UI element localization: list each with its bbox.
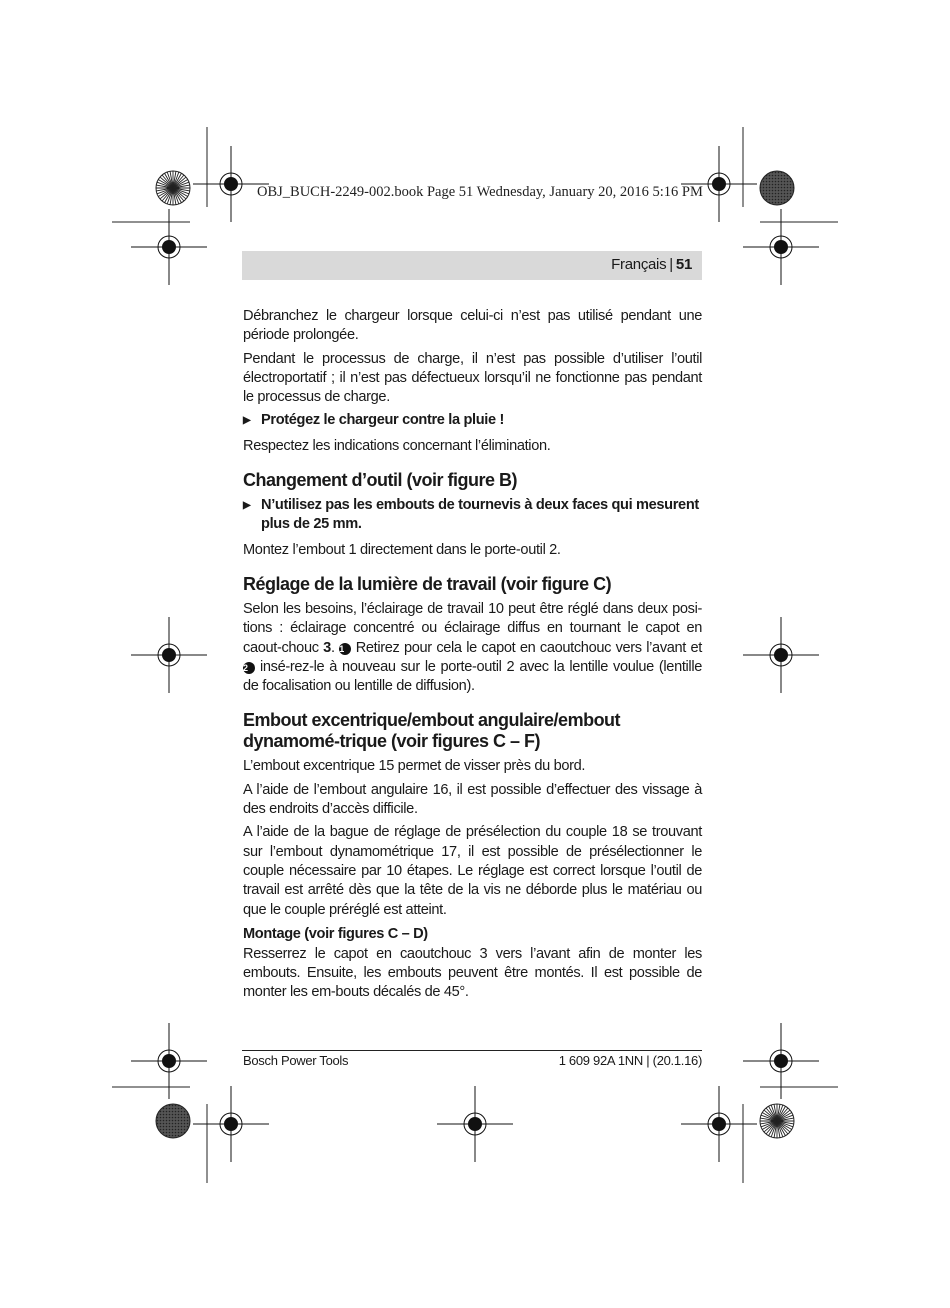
registration-crosshair [743,1023,819,1099]
registration-crosshair [131,209,207,285]
warning-bits [243,496,702,535]
triangle-bullet-icon: ▶ [243,500,251,512]
step-1-badge: 1 [339,643,351,655]
paragraph-disposal: Respectez les indications concernant l’élimination. [243,437,551,454]
header-language: Français [611,256,667,273]
work-light-ref-3: 3 [323,639,331,656]
registration-crosshair [131,617,207,693]
registration-crosshair [743,617,819,693]
registration-crosshair [681,1086,757,1162]
paragraph-eccentric: L’embout excentrique 15 permet de visser près du bord. [243,758,586,775]
paragraph-charger-unplug: Débranchez le chargeur lorsque celui-ci n’est pas utilisé pendant une période prolongée. [243,308,702,344]
print-job-info: OBJ_BUCH-2249-002.book Page 51 Wednesday, January 20, 2016 5:16 PM [257,184,703,200]
work-light-text-d: insé-rez-le à nouveau sur le porte-outil 2 avec la lentille voulue (lentille de focalisation ou lentille de diffusion). [243,658,702,695]
page-header-bar [242,251,702,280]
page-content [243,307,702,1007]
work-light-text-a: Selon les besoins, l’éclairage de travail 10 peut être réglé dans deux posi-tions : éclairage concentré ou éclairage diffus en tournant le capot en caout-chouc [243,600,702,656]
registration-crosshair [743,209,819,285]
work-light-text-b: . [330,639,340,656]
paragraph-angle: A l’aide de l’embout angulaire 16, il est possible d’effectuer des vissage à des endroits d’accès difficile. [243,781,702,818]
page-number: 51 [675,256,692,273]
header-separator: | [669,256,673,273]
section-title-work-light: Réglage de la lumière de travail (voir figure C) [243,573,612,594]
step-2-badge: 2 [243,662,255,674]
triangle-bullet-icon: ▶ [243,415,251,427]
registration-crosshair [437,1086,513,1162]
registration-crosshair [131,1023,207,1099]
gray-disk-top-right [760,171,794,205]
warning-rain [243,411,702,430]
footer-rule [242,1050,702,1051]
section-title-attachments: Embout excentrique/embout angulaire/embout dynamomé-trique (voir figures C – F) [243,710,621,752]
page-header [611,256,692,273]
paragraph-torque: A l’aide de la bague de réglage de présélection du couple 18 se trouvant sur l’embout dynamométrique 17, il est possible de présélectionner le couple nécessaire par 10 étapes. Le réglage est correct lorsque l’outil de travail est arrêté dès que la tête de la vis ne déborde plus le matériau ou que le couple préréglé est atteint. [243,824,702,918]
paragraph-mount-bit: Montez l’embout 1 directement dans le porte-outil 2. [243,541,561,558]
warning-bits-text: N’utilisez pas les embouts de tournevis à deux faces qui mesurent plus de 25 mm. [261,497,699,533]
footer-brand: Bosch Power Tools [243,1053,349,1068]
paragraph-charging-process: Pendant le processus de charge, il n’est pas possible d’utiliser l’outil électroportatif ; il n’est pas défectueux lorsqu’il ne fonctionne pas pendant le processus de charge. [243,350,702,406]
paragraph-work-light [243,600,702,696]
warning-rain-text: Protégez le chargeur contre la pluie ! [261,412,504,429]
section-title-tool-change: Changement d’outil (voir figure B) [243,470,517,491]
paragraph-assembly: Resserrez le capot en caoutchouc 3 vers l’avant afin de monter les embouts. Ensuite, les embouts peuvent être montés. Il est possible de monter les em-bouts décalés de 45°. [243,945,702,1001]
subsection-title-assembly: Montage (voir figures C – D) [243,925,428,942]
starburst-target-bottom-right [760,1104,794,1138]
registration-crosshair [193,1086,269,1162]
starburst-target-top-left [156,171,190,205]
gray-disk-bottom-left [156,1104,190,1138]
work-light-text-c: Retirez pour cela le capot en caoutchouc vers l’avant et [351,639,702,656]
footer-code: 1 609 92A 1NN | (20.1.16) [558,1053,702,1068]
